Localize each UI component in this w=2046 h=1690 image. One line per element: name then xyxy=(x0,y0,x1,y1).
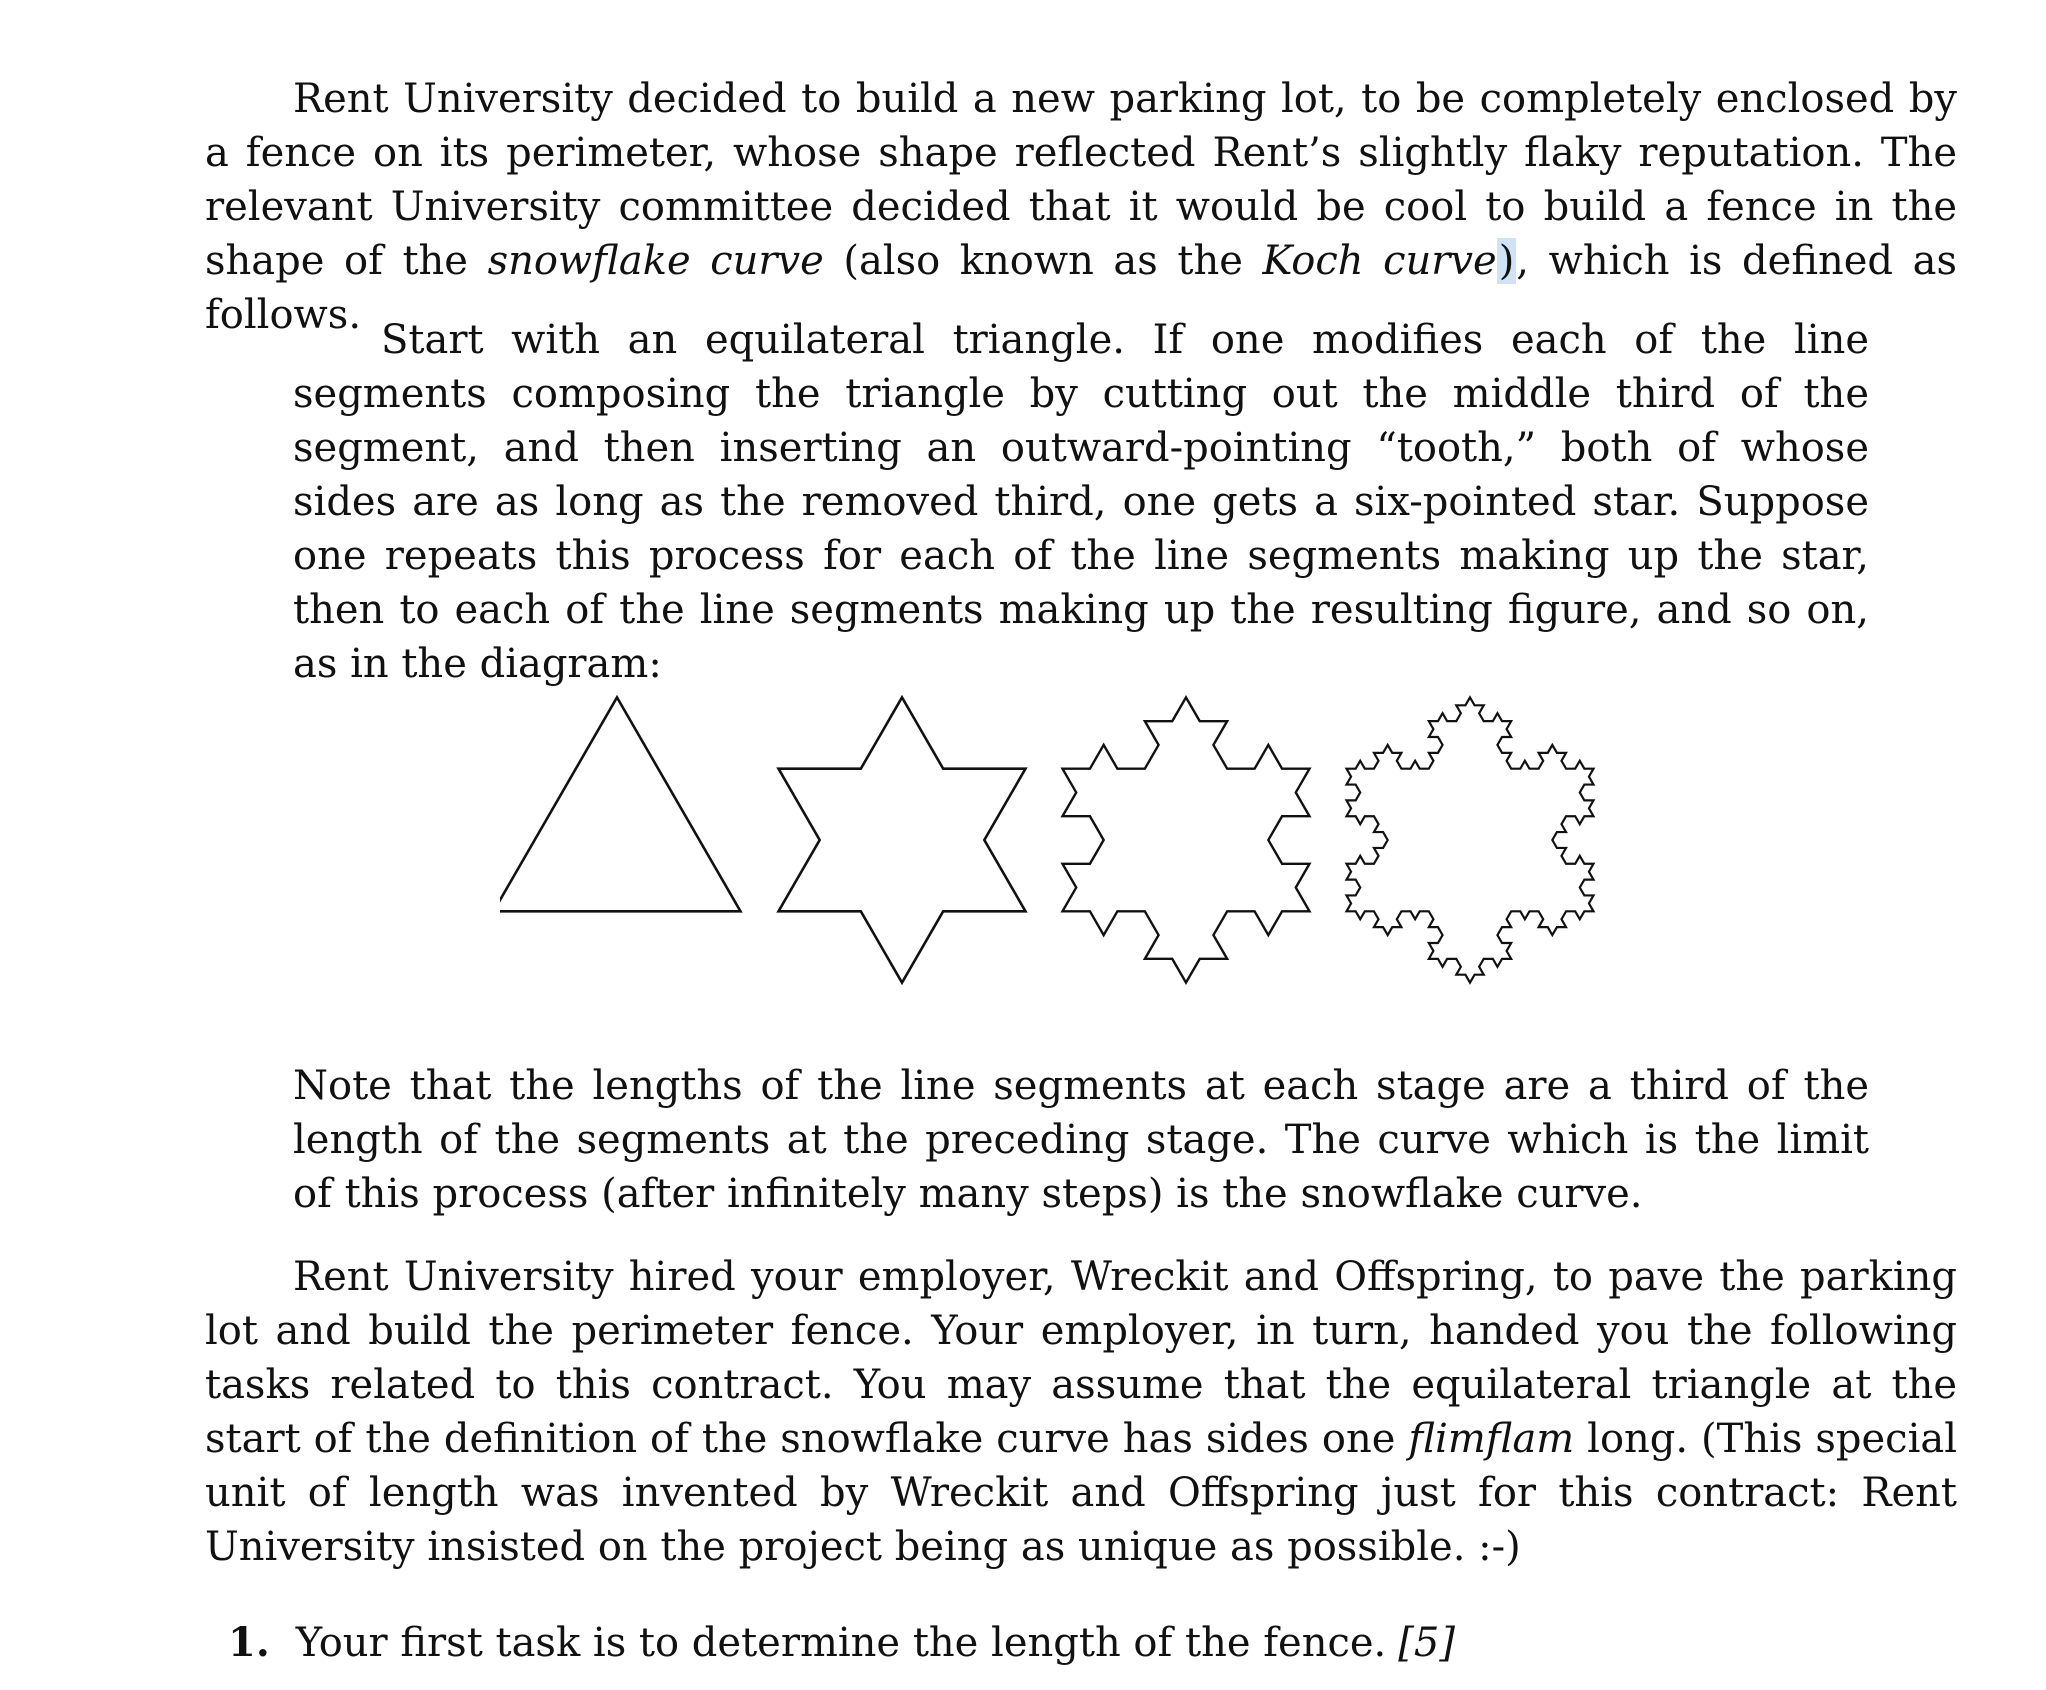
intro-text-a: Rent University decided to build a new parking lot, to be completely enclosed by a fence on its perimeter, whose shape reflected Rent’s slightly flaky reputation. The relevant University committee decided that it would be cool to build a fence in the shape of the xyxy=(205,76,1957,284)
term-snowflake-curve: snowflake curve xyxy=(487,238,824,284)
intro-text-c: , which is defined as follows. xyxy=(205,238,1957,338)
koch-stage-3-snowflake xyxy=(1347,697,1594,982)
task-1 xyxy=(228,1616,1455,1670)
term-flimflam: flimflam xyxy=(1408,1416,1575,1462)
koch-stage-1-star xyxy=(779,697,1026,982)
koch-snowflake-diagram xyxy=(500,680,1660,1000)
task-points: [5] xyxy=(1398,1620,1455,1666)
task-number: 1. xyxy=(228,1619,270,1666)
contract-text-b: long. (This special unit of length was invented by Wreckit and Offspring just for this contract: Rent University insisted on the project being as unique as possible. :-) xyxy=(205,1416,1957,1570)
contract-text-a: Rent University hired your employer, Wreckit and Offspring, to pave the parking lot and build the perimeter fence. Your employer, in turn, handed you the following tasks related to this contract. You may assume that the equilateral triangle at the start of the definition of the snowflake curve has sides one xyxy=(205,1254,1957,1462)
definition-quote xyxy=(293,313,1869,691)
note-text: Note that the lengths of the line segments at each stage are a third of the length of the segments at the preceding stage. The curve which is the limit of this process (after infinitely many steps) is the snowflake curve. xyxy=(293,1063,1869,1217)
task-text: Your first task is to determine the length of the fence. xyxy=(295,1620,1387,1666)
intro-text-b: (also known as the xyxy=(823,238,1263,284)
definition-text: Start with an equilateral triangle. If one modifies each of the line segments composing the triangle by cutting out the middle third of the segment, and then inserting an outward-pointing “tooth,” both of whose sides are as long as the removed third, one gets a six-pointed star. Suppose one repeats this process for each of the line segments making up the star, then to each of the line segments making up the resulting figure, and so on, as in the diagram: xyxy=(293,317,1869,687)
contract-paragraph xyxy=(205,1250,1957,1574)
intro-paragraph xyxy=(205,72,1957,342)
koch-stage-2-snowflake xyxy=(1063,697,1310,982)
koch-stage-0-triangle xyxy=(500,697,741,911)
term-koch-curve: Koch curve xyxy=(1262,238,1497,284)
note-paragraph xyxy=(293,1059,1869,1221)
text-cursor-highlight[interactable]: ) xyxy=(1498,238,1515,284)
